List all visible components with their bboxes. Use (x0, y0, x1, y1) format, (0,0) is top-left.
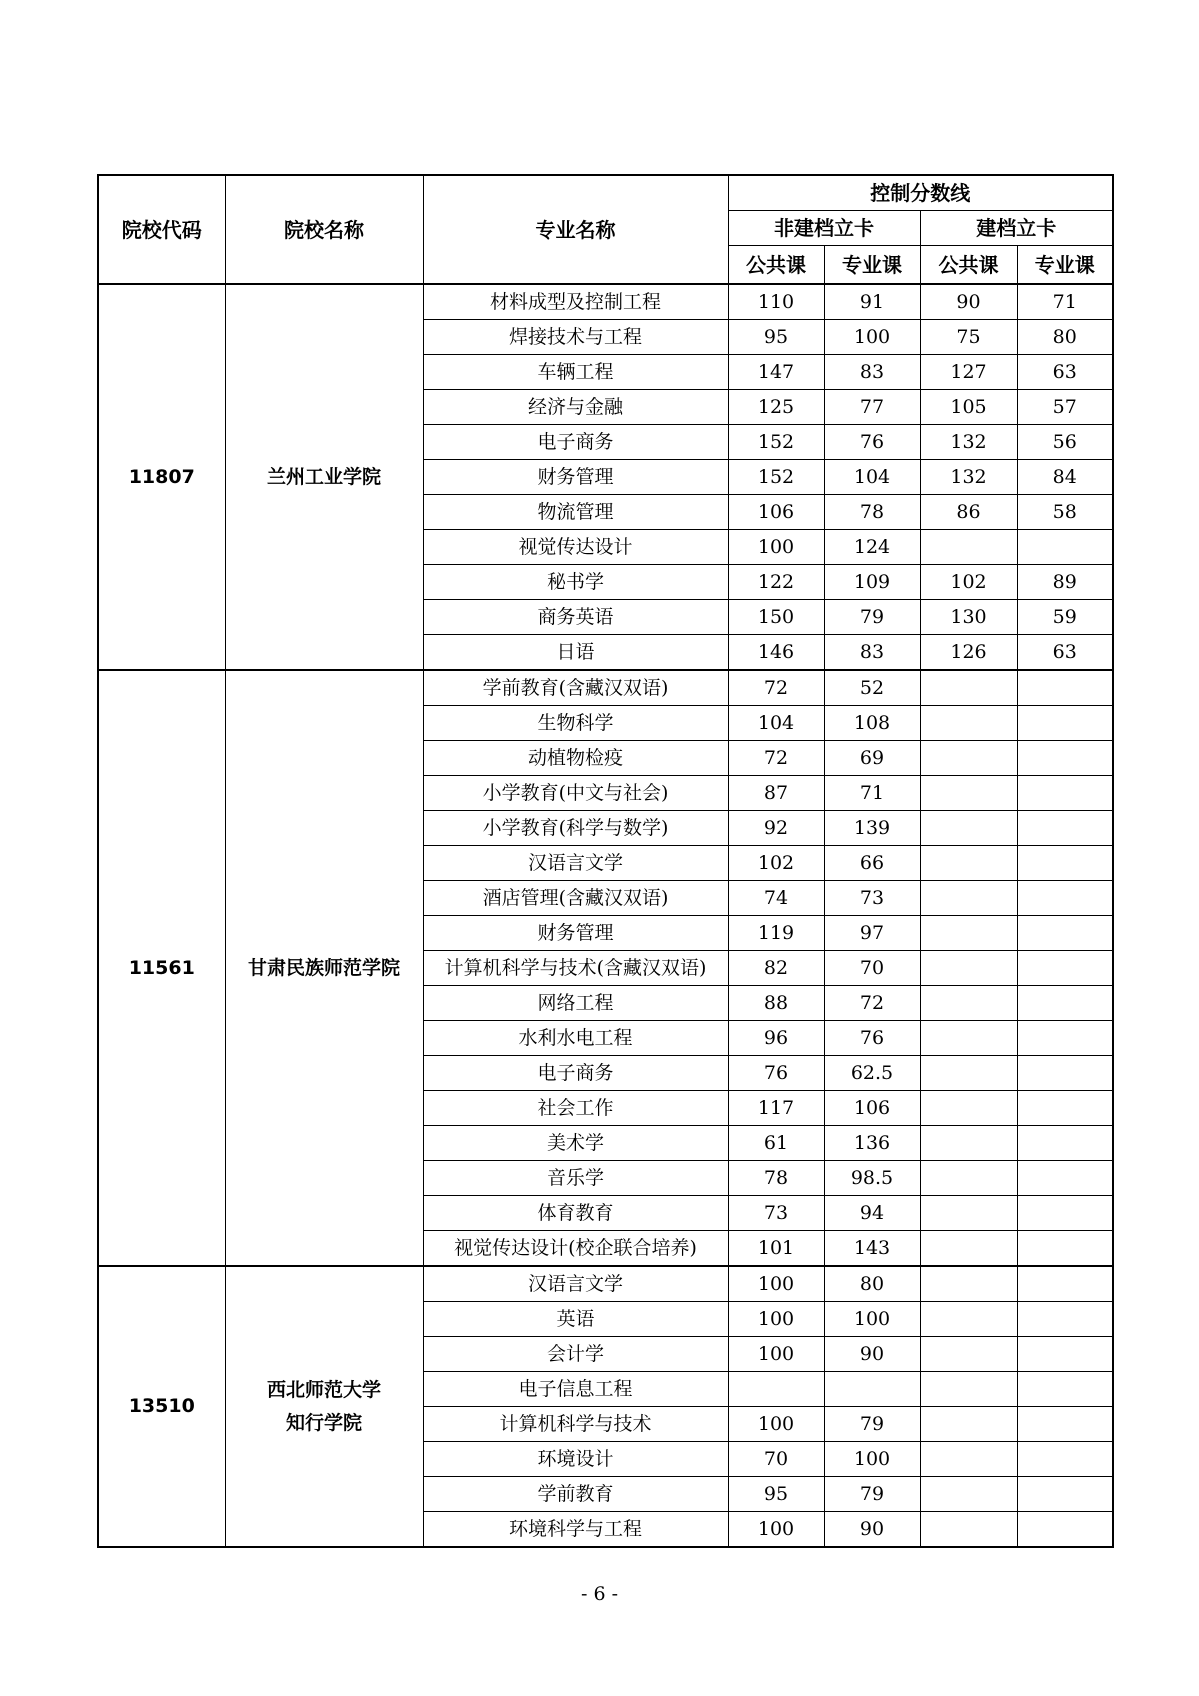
card-professional-score (1017, 846, 1113, 881)
major-name: 环境设计 (423, 1442, 728, 1477)
major-name: 会计学 (423, 1337, 728, 1372)
non-card-public-score: 119 (728, 916, 824, 951)
card-professional-score (1017, 1161, 1113, 1196)
non-card-public-score: 122 (728, 565, 824, 600)
card-public-score (920, 1477, 1017, 1512)
table-row (98, 1266, 1113, 1302)
card-professional-score (1017, 1266, 1113, 1302)
non-card-public-score: 73 (728, 1196, 824, 1231)
card-professional-score: 58 (1017, 495, 1113, 530)
non-card-public-score: 146 (728, 635, 824, 671)
card-public-score (920, 776, 1017, 811)
non-card-public-score: 100 (728, 1266, 824, 1302)
card-professional-score (1017, 1091, 1113, 1126)
card-public-score (920, 1091, 1017, 1126)
non-card-public-score: 74 (728, 881, 824, 916)
major-name: 电子商务 (423, 1056, 728, 1091)
non-card-professional-score: 139 (824, 811, 920, 846)
header-major: 专业名称 (423, 175, 728, 284)
non-card-professional-score: 94 (824, 1196, 920, 1231)
non-card-public-score: 100 (728, 1337, 824, 1372)
card-professional-score (1017, 741, 1113, 776)
non-card-professional-score: 97 (824, 916, 920, 951)
major-name: 物流管理 (423, 495, 728, 530)
card-public-score: 75 (920, 320, 1017, 355)
major-name: 商务英语 (423, 600, 728, 635)
card-public-score (920, 530, 1017, 565)
non-card-professional-score: 52 (824, 670, 920, 706)
non-card-professional-score: 69 (824, 741, 920, 776)
card-professional-score (1017, 670, 1113, 706)
non-card-professional-score: 124 (824, 530, 920, 565)
header-card-professional: 专业课 (1017, 246, 1113, 285)
major-name: 水利水电工程 (423, 1021, 728, 1056)
card-public-score (920, 1056, 1017, 1091)
card-public-score (920, 1021, 1017, 1056)
non-card-public-score: 95 (728, 320, 824, 355)
card-public-score: 86 (920, 495, 1017, 530)
major-name: 焊接技术与工程 (423, 320, 728, 355)
non-card-professional-score: 100 (824, 1442, 920, 1477)
major-name: 视觉传达设计 (423, 530, 728, 565)
non-card-professional-score: 106 (824, 1091, 920, 1126)
non-card-public-score: 117 (728, 1091, 824, 1126)
non-card-professional-score: 76 (824, 1021, 920, 1056)
non-card-public-score: 76 (728, 1056, 824, 1091)
card-public-score (920, 741, 1017, 776)
card-professional-score (1017, 530, 1113, 565)
major-name: 日语 (423, 635, 728, 671)
non-card-professional-score: 80 (824, 1266, 920, 1302)
card-public-score (920, 1266, 1017, 1302)
non-card-public-score: 152 (728, 425, 824, 460)
table-header (98, 175, 1113, 284)
header-control-score: 控制分数线 (728, 175, 1113, 211)
card-public-score (920, 1126, 1017, 1161)
school-name (225, 1266, 423, 1547)
table-row (98, 284, 1113, 320)
non-card-professional-score: 83 (824, 355, 920, 390)
non-card-professional-score: 79 (824, 1407, 920, 1442)
non-card-public-score: 152 (728, 460, 824, 495)
major-name: 学前教育 (423, 1477, 728, 1512)
card-professional-score (1017, 881, 1113, 916)
card-professional-score (1017, 1196, 1113, 1231)
major-name: 视觉传达设计(校企联合培养) (423, 1231, 728, 1267)
major-name: 美术学 (423, 1126, 728, 1161)
major-name: 生物科学 (423, 706, 728, 741)
card-public-score (920, 811, 1017, 846)
school-code: 11807 (98, 284, 225, 670)
card-public-score (920, 1337, 1017, 1372)
non-card-professional-score: 108 (824, 706, 920, 741)
non-card-public-score: 100 (728, 1512, 824, 1548)
header-card-public: 公共课 (920, 246, 1017, 285)
non-card-public-score: 100 (728, 1407, 824, 1442)
non-card-professional-score: 79 (824, 1477, 920, 1512)
non-card-public-score: 61 (728, 1126, 824, 1161)
card-public-score: 105 (920, 390, 1017, 425)
non-card-professional-score: 100 (824, 320, 920, 355)
non-card-professional-score: 90 (824, 1512, 920, 1548)
non-card-public-score: 110 (728, 284, 824, 320)
non-card-public-score: 72 (728, 670, 824, 706)
major-name: 动植物检疫 (423, 741, 728, 776)
non-card-professional-score: 70 (824, 951, 920, 986)
non-card-public-score: 95 (728, 1477, 824, 1512)
header-school: 院校名称 (225, 175, 423, 284)
non-card-professional-score: 143 (824, 1231, 920, 1267)
major-name: 音乐学 (423, 1161, 728, 1196)
non-card-public-score: 100 (728, 1302, 824, 1337)
card-professional-score (1017, 1407, 1113, 1442)
card-public-score: 132 (920, 460, 1017, 495)
card-public-score (920, 1372, 1017, 1407)
school-group (98, 670, 1113, 1266)
major-name: 材料成型及控制工程 (423, 284, 728, 320)
card-public-score (920, 1407, 1017, 1442)
non-card-professional-score (824, 1372, 920, 1407)
card-professional-score (1017, 1231, 1113, 1267)
non-card-professional-score: 78 (824, 495, 920, 530)
card-professional-score (1017, 1477, 1113, 1512)
non-card-public-score: 92 (728, 811, 824, 846)
non-card-professional-score: 83 (824, 635, 920, 671)
major-name: 学前教育(含藏汉双语) (423, 670, 728, 706)
card-professional-score (1017, 1056, 1113, 1091)
non-card-professional-score: 79 (824, 600, 920, 635)
card-public-score: 132 (920, 425, 1017, 460)
card-public-score (920, 951, 1017, 986)
non-card-public-score (728, 1372, 824, 1407)
major-name: 经济与金融 (423, 390, 728, 425)
card-public-score: 90 (920, 284, 1017, 320)
non-card-public-score: 125 (728, 390, 824, 425)
card-professional-score (1017, 1442, 1113, 1477)
major-name: 汉语言文学 (423, 846, 728, 881)
major-name: 汉语言文学 (423, 1266, 728, 1302)
card-public-score (920, 916, 1017, 951)
card-public-score (920, 706, 1017, 741)
non-card-public-score: 87 (728, 776, 824, 811)
non-card-public-score: 102 (728, 846, 824, 881)
major-name: 秘书学 (423, 565, 728, 600)
school-name: 甘肃民族师范学院 (225, 670, 423, 1266)
major-name: 电子信息工程 (423, 1372, 728, 1407)
card-professional-score (1017, 811, 1113, 846)
non-card-professional-score: 66 (824, 846, 920, 881)
card-professional-score (1017, 1337, 1113, 1372)
non-card-public-score: 82 (728, 951, 824, 986)
card-public-score (920, 986, 1017, 1021)
non-card-professional-score: 104 (824, 460, 920, 495)
card-professional-score (1017, 1126, 1113, 1161)
major-name: 小学教育(中文与社会) (423, 776, 728, 811)
non-card-professional-score: 77 (824, 390, 920, 425)
card-public-score (920, 1231, 1017, 1267)
school-group (98, 284, 1113, 670)
school-name-line2: 知行学院 (285, 1411, 362, 1434)
non-card-professional-score: 72 (824, 986, 920, 1021)
major-name: 酒店管理(含藏汉双语) (423, 881, 728, 916)
card-professional-score: 63 (1017, 635, 1113, 671)
card-public-score (920, 1161, 1017, 1196)
non-card-public-score: 104 (728, 706, 824, 741)
card-professional-score (1017, 951, 1113, 986)
card-professional-score (1017, 706, 1113, 741)
non-card-professional-score: 98.5 (824, 1161, 920, 1196)
table-row (98, 670, 1113, 706)
card-public-score (920, 670, 1017, 706)
major-name: 社会工作 (423, 1091, 728, 1126)
score-table (97, 174, 1114, 1548)
header-non-card-public: 公共课 (728, 246, 824, 285)
non-card-professional-score: 62.5 (824, 1056, 920, 1091)
major-name: 体育教育 (423, 1196, 728, 1231)
major-name: 小学教育(科学与数学) (423, 811, 728, 846)
card-public-score: 130 (920, 600, 1017, 635)
school-name: 兰州工业学院 (225, 284, 423, 670)
card-professional-score (1017, 776, 1113, 811)
school-group (98, 1266, 1113, 1547)
non-card-professional-score: 71 (824, 776, 920, 811)
card-professional-score (1017, 1302, 1113, 1337)
non-card-professional-score: 91 (824, 284, 920, 320)
non-card-public-score: 70 (728, 1442, 824, 1477)
non-card-public-score: 150 (728, 600, 824, 635)
school-code: 13510 (98, 1266, 225, 1547)
card-public-score: 126 (920, 635, 1017, 671)
card-public-score (920, 1442, 1017, 1477)
non-card-professional-score: 73 (824, 881, 920, 916)
card-public-score: 127 (920, 355, 1017, 390)
card-professional-score (1017, 1512, 1113, 1548)
page-number: - 6 - (580, 1583, 618, 1605)
card-public-score (920, 1196, 1017, 1231)
major-name: 环境科学与工程 (423, 1512, 728, 1548)
card-professional-score: 63 (1017, 355, 1113, 390)
card-public-score (920, 1512, 1017, 1548)
non-card-public-score: 147 (728, 355, 824, 390)
major-name: 计算机科学与技术(含藏汉双语) (423, 951, 728, 986)
card-professional-score: 57 (1017, 390, 1113, 425)
non-card-professional-score: 90 (824, 1337, 920, 1372)
non-card-professional-score: 109 (824, 565, 920, 600)
header-non-card: 非建档立卡 (728, 211, 920, 246)
non-card-public-score: 96 (728, 1021, 824, 1056)
card-professional-score: 84 (1017, 460, 1113, 495)
major-name: 财务管理 (423, 916, 728, 951)
major-name: 财务管理 (423, 460, 728, 495)
card-professional-score: 80 (1017, 320, 1113, 355)
non-card-public-score: 101 (728, 1231, 824, 1267)
card-professional-score (1017, 1021, 1113, 1056)
non-card-professional-score: 100 (824, 1302, 920, 1337)
school-code: 11561 (98, 670, 225, 1266)
header-card: 建档立卡 (920, 211, 1113, 246)
major-name: 计算机科学与技术 (423, 1407, 728, 1442)
non-card-public-score: 88 (728, 986, 824, 1021)
school-name-line1: 西北师范大学 (266, 1379, 381, 1402)
card-public-score: 102 (920, 565, 1017, 600)
header-non-card-professional: 专业课 (824, 246, 920, 285)
non-card-public-score: 100 (728, 530, 824, 565)
major-name: 电子商务 (423, 425, 728, 460)
header-code: 院校代码 (98, 175, 225, 284)
card-professional-score: 56 (1017, 425, 1113, 460)
card-professional-score: 59 (1017, 600, 1113, 635)
non-card-public-score: 106 (728, 495, 824, 530)
non-card-professional-score: 76 (824, 425, 920, 460)
non-card-public-score: 78 (728, 1161, 824, 1196)
card-professional-score (1017, 986, 1113, 1021)
card-public-score (920, 846, 1017, 881)
major-name: 网络工程 (423, 986, 728, 1021)
non-card-professional-score: 136 (824, 1126, 920, 1161)
card-professional-score: 71 (1017, 284, 1113, 320)
non-card-public-score: 72 (728, 741, 824, 776)
card-professional-score (1017, 916, 1113, 951)
card-public-score (920, 1302, 1017, 1337)
card-professional-score (1017, 1372, 1113, 1407)
major-name: 车辆工程 (423, 355, 728, 390)
card-public-score (920, 881, 1017, 916)
card-professional-score: 89 (1017, 565, 1113, 600)
major-name: 英语 (423, 1302, 728, 1337)
